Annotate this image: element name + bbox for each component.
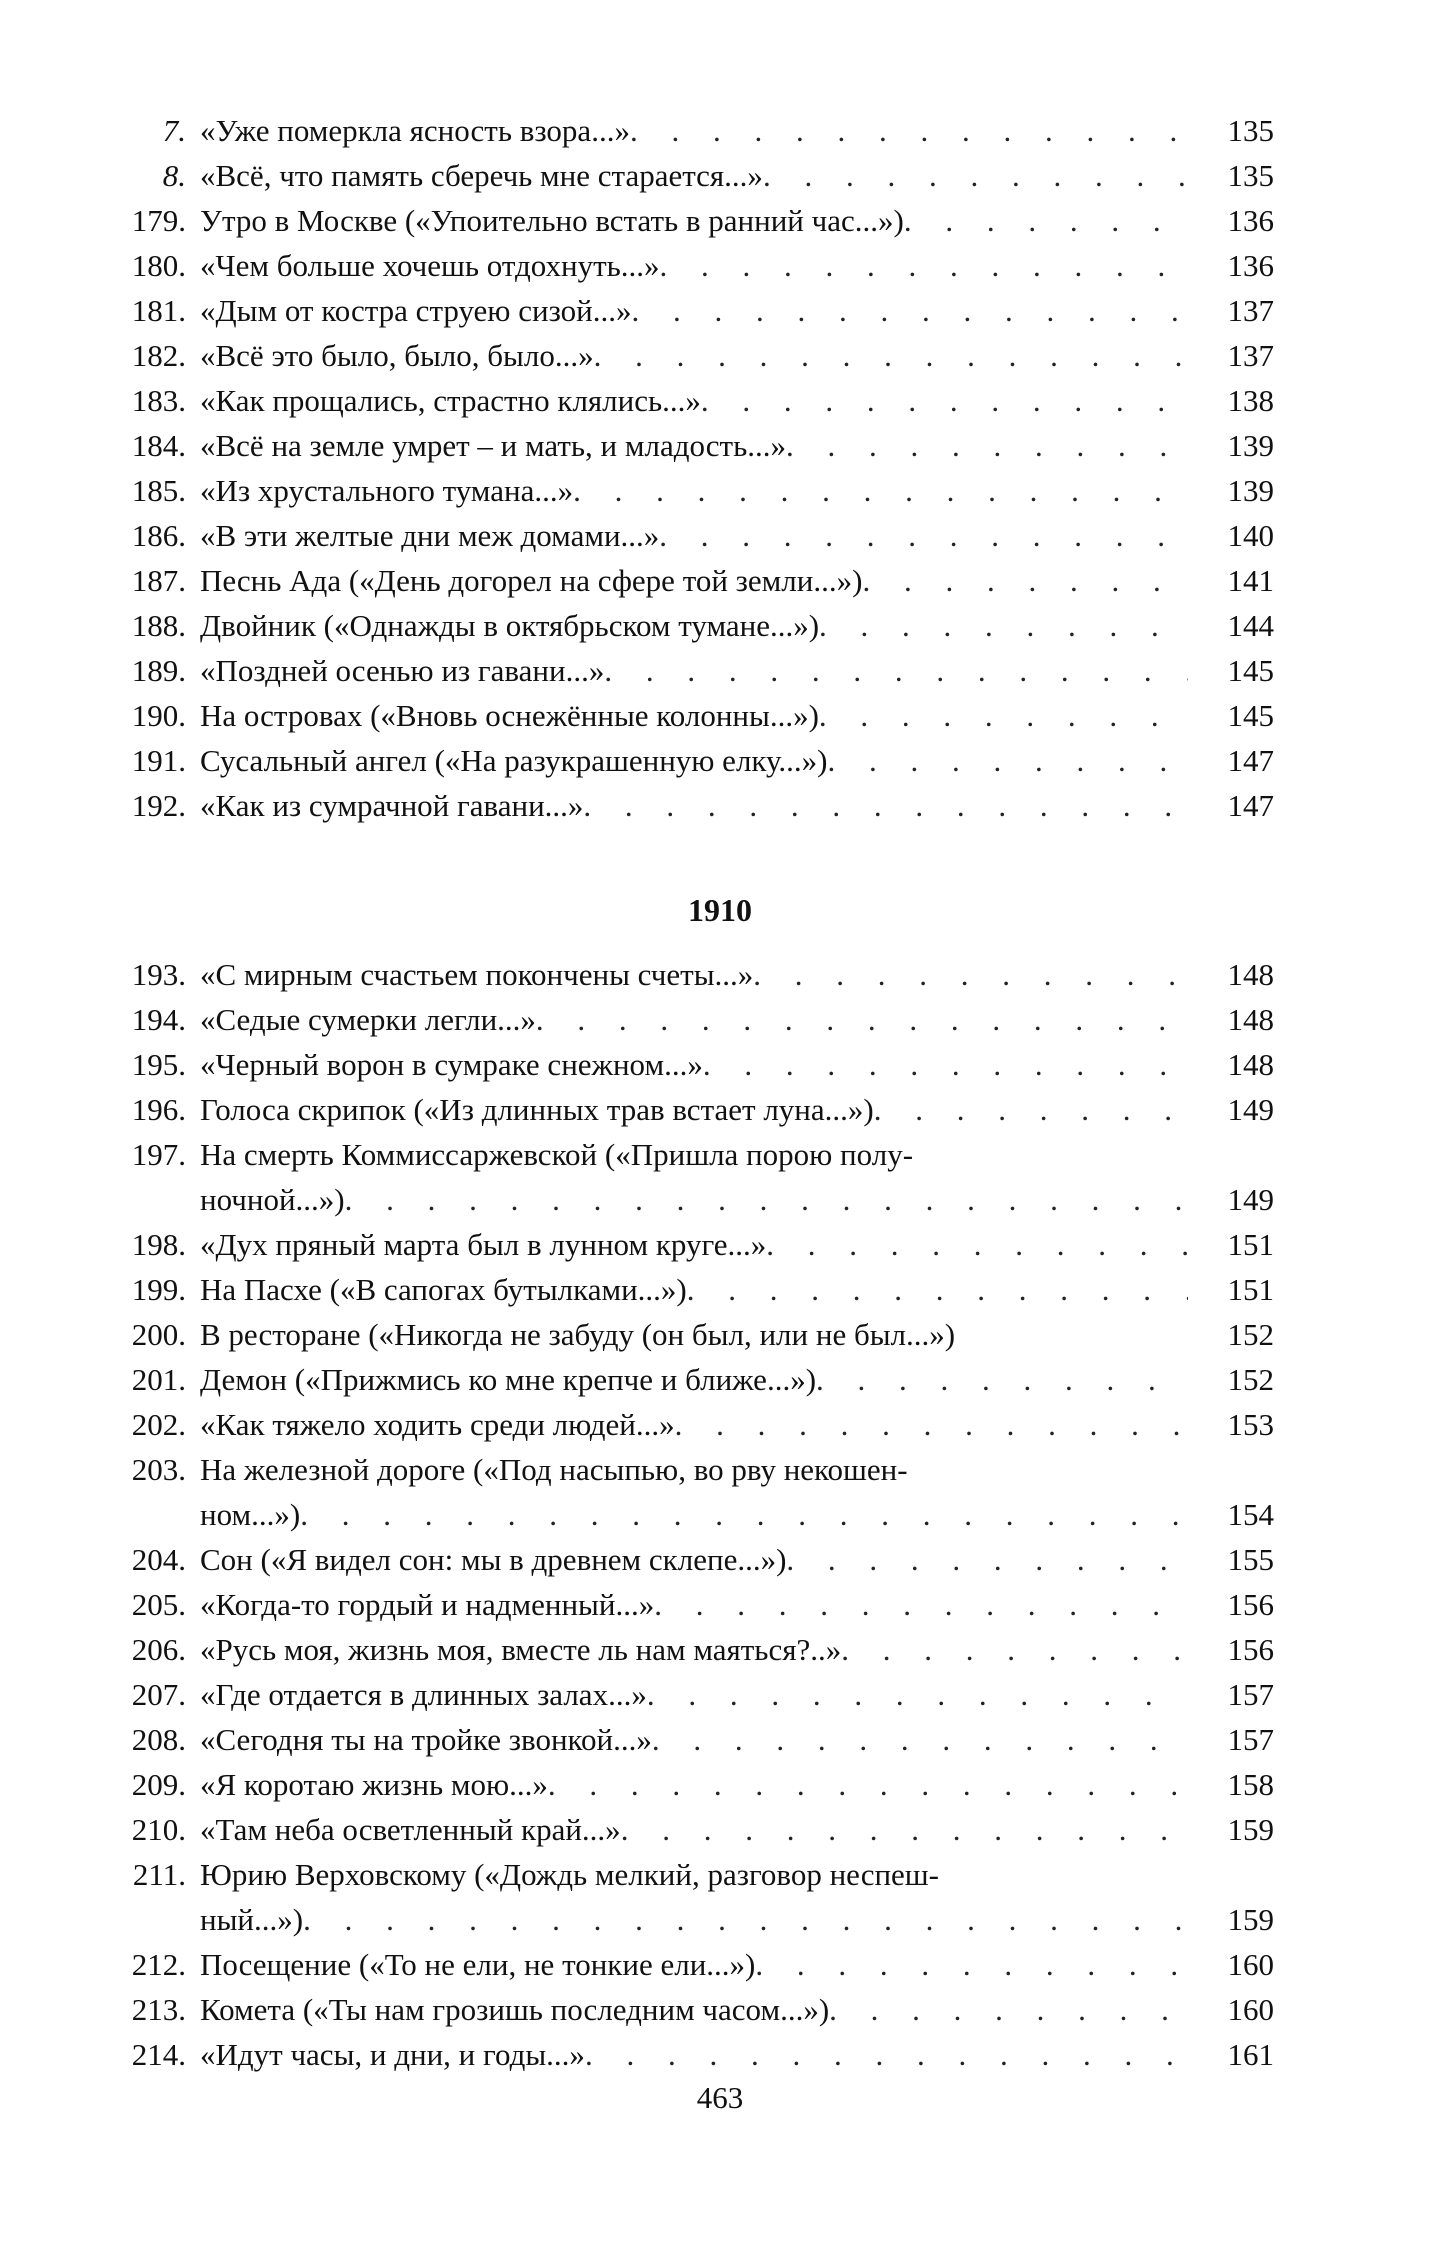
entry-number: 185. xyxy=(131,473,186,508)
entry-number: 202. xyxy=(131,1407,186,1442)
entry-title: «Сегодня ты на тройке звонкой...» xyxy=(200,1722,652,1757)
toc-entry xyxy=(0,1087,1440,1132)
toc-entry xyxy=(0,1267,1440,1312)
leader-dots xyxy=(819,693,1188,738)
entry-page: 139 xyxy=(1227,428,1274,463)
entry-title: «Где отдается в длинных залах...» xyxy=(200,1677,647,1712)
entry-page: 160 xyxy=(1227,1947,1274,1982)
entry-title: «Как прощались, страстно клялись...» xyxy=(200,383,701,418)
entry-number: 7. xyxy=(162,113,186,148)
toc-entry xyxy=(0,288,1440,333)
entry-number: 205. xyxy=(131,1587,186,1622)
entry-number: 201. xyxy=(131,1362,186,1397)
leader-dots xyxy=(573,468,1188,513)
entry-number: 8. xyxy=(162,158,186,193)
entry-number: 211. xyxy=(132,1857,186,1892)
entry-title: «Я коротаю жизнь мою...» xyxy=(200,1767,548,1802)
leader-dots xyxy=(594,333,1188,378)
toc-entry xyxy=(0,1582,1440,1627)
entry-page: 140 xyxy=(1227,518,1274,553)
toc-entry xyxy=(0,333,1440,378)
entry-title: «В эти желтые дни меж домами...» xyxy=(200,518,660,553)
entry-number: 196. xyxy=(131,1092,186,1127)
leader-dots xyxy=(753,952,1188,997)
leader-dots xyxy=(862,558,1188,603)
entry-number: 184. xyxy=(131,428,186,463)
leader-dots xyxy=(841,1627,1188,1672)
entry-page: 153 xyxy=(1227,1407,1274,1442)
entry-title: «Чем больше хочешь отдохнуть...» xyxy=(200,248,660,283)
entry-page: 148 xyxy=(1227,1047,1274,1082)
entry-page: 152 xyxy=(1227,1362,1274,1397)
entry-title: «Всё на земле умрет – и мать, и младость...» xyxy=(200,428,786,463)
entry-title: «Поздней осенью из гавани...» xyxy=(200,653,605,688)
toc-entry xyxy=(0,378,1440,423)
leader-dots xyxy=(675,1402,1188,1447)
leader-dots xyxy=(786,423,1188,468)
page-number: 463 xyxy=(696,2080,744,2115)
entry-title: Комета («Ты нам грозишь последним часом...») xyxy=(200,1992,830,2027)
toc-entry xyxy=(0,1402,1440,1447)
toc-entry xyxy=(0,648,1440,693)
entry-page: 156 xyxy=(1227,1632,1274,1667)
entry-page: 145 xyxy=(1227,698,1274,733)
entry-page: 138 xyxy=(1227,383,1274,418)
leader-dots xyxy=(585,2032,1188,2077)
entry-title: Голоса скрипок («Из длинных трав встает луна...») xyxy=(200,1092,874,1127)
entry-title: Демон («Прижмись ко мне крепче и ближе...») xyxy=(200,1362,817,1397)
toc-entry xyxy=(0,513,1440,558)
entry-number: 213. xyxy=(131,1992,186,2027)
entry-number: 209. xyxy=(131,1767,186,1802)
toc-entry xyxy=(0,1852,1440,1942)
entry-number: 199. xyxy=(131,1272,186,1307)
leader-dots xyxy=(621,1807,1188,1852)
entry-page: 136 xyxy=(1227,203,1274,238)
entry-page: 158 xyxy=(1227,1767,1274,1802)
toc-entry xyxy=(0,1987,1440,2032)
entry-title-line1: На железной дороге («Под насыпью, во рву некошен- xyxy=(200,1452,908,1487)
toc-entry xyxy=(0,1132,1440,1222)
toc-entry xyxy=(0,108,1440,153)
toc-entry xyxy=(0,423,1440,468)
toc-entry xyxy=(0,1537,1440,1582)
entry-page: 135 xyxy=(1227,113,1274,148)
entry-page: 157 xyxy=(1227,1677,1274,1712)
toc-entry-continuation xyxy=(0,1492,1440,1537)
entry-number: 183. xyxy=(131,383,186,418)
toc-entry xyxy=(0,1672,1440,1717)
entry-page: 151 xyxy=(1227,1272,1274,1307)
leader-dots xyxy=(766,1222,1188,1267)
entry-title: Песнь Ада («День догорел на сфере той земли...») xyxy=(200,563,863,598)
entry-page: 148 xyxy=(1227,1002,1274,1037)
entry-title: «Идут часы, и дни, и годы...» xyxy=(200,2037,585,2072)
leader-dots xyxy=(660,243,1188,288)
toc-entry xyxy=(0,997,1440,1042)
entry-title: «С мирным счастьем покончены счеты...» xyxy=(200,957,754,992)
leader-dots xyxy=(755,1942,1188,1987)
entry-number: 198. xyxy=(131,1227,186,1262)
entry-title: «Когда-то гордый и надменный...» xyxy=(200,1587,655,1622)
entry-number: 194. xyxy=(131,1002,186,1037)
leader-dots xyxy=(687,1267,1188,1312)
entry-page: 147 xyxy=(1227,788,1274,823)
entry-page: 156 xyxy=(1227,1587,1274,1622)
entry-number: 208. xyxy=(131,1722,186,1757)
entry-page: 139 xyxy=(1227,473,1274,508)
leader-dots xyxy=(659,513,1188,558)
contents-section-1 xyxy=(0,108,1440,828)
entry-number: 214. xyxy=(131,2037,186,2072)
leader-dots xyxy=(701,378,1188,423)
entry-page: 137 xyxy=(1227,293,1274,328)
toc-entry-continuation xyxy=(0,1897,1440,1942)
entry-title: «Всё это было, было, было...» xyxy=(200,338,594,373)
entry-number: 207. xyxy=(131,1677,186,1712)
entry-number: 200. xyxy=(131,1317,186,1352)
leader-dots xyxy=(829,1987,1188,2032)
toc-entry xyxy=(0,153,1440,198)
entry-page: 145 xyxy=(1227,653,1274,688)
toc-entry xyxy=(0,1042,1440,1087)
entry-page: 149 xyxy=(1227,1182,1274,1217)
toc-entry xyxy=(0,1807,1440,1852)
toc-entry xyxy=(0,603,1440,648)
entry-page: 135 xyxy=(1227,158,1274,193)
leader-dots xyxy=(536,997,1188,1042)
leader-dots xyxy=(874,1087,1188,1132)
entry-title: «Из хрустального тумана...» xyxy=(200,473,574,508)
entry-page: 155 xyxy=(1227,1542,1274,1577)
entry-title-line2: ном...») xyxy=(200,1497,301,1532)
entry-title: «Дым от костра струею сизой...» xyxy=(200,293,632,328)
toc-entry xyxy=(0,1942,1440,1987)
entry-number: 189. xyxy=(131,653,186,688)
entry-title: Сусальный ангел («На разукрашенную елку...») xyxy=(200,743,828,778)
toc-entry xyxy=(0,1357,1440,1402)
entry-number: 182. xyxy=(131,338,186,373)
leader-dots xyxy=(904,198,1188,243)
entry-number: 210. xyxy=(131,1812,186,1847)
entry-title: «Как из сумрачной гавани...» xyxy=(200,788,584,823)
entry-page: 151 xyxy=(1227,1227,1274,1262)
toc-entry xyxy=(0,243,1440,288)
entry-page: 154 xyxy=(1227,1497,1274,1532)
entry-page: 152 xyxy=(1227,1317,1274,1352)
toc-entry xyxy=(0,198,1440,243)
entry-title: «Русь моя, жизнь моя, вместе ль нам маяться?..» xyxy=(200,1632,842,1667)
entry-number: 181. xyxy=(131,293,186,328)
entry-number: 197. xyxy=(131,1137,186,1172)
toc-entry xyxy=(0,738,1440,783)
entry-title: «Всё, что память сберечь мне старается...» xyxy=(200,158,763,193)
entry-title-line2: ный...») xyxy=(200,1902,304,1937)
toc-entry-first-line xyxy=(0,1852,1440,1897)
entry-number: 204. xyxy=(131,1542,186,1577)
entry-title-line1: На смерть Коммиссаржевской («Пришла порою полу- xyxy=(200,1137,914,1172)
entry-title: На островах («Вновь оснежённые колонны...») xyxy=(200,698,819,733)
entry-number: 191. xyxy=(131,743,186,778)
leader-dots xyxy=(300,1492,1188,1537)
entry-title-line1: Юрию Верховскому («Дождь мелкий, разговор неспеш- xyxy=(200,1857,940,1892)
toc-entry xyxy=(0,1762,1440,1807)
toc-entry xyxy=(0,952,1440,997)
entry-number: 212. xyxy=(131,1947,186,1982)
entry-title: «Там неба осветленный край...» xyxy=(200,1812,621,1847)
entry-page: 160 xyxy=(1227,1992,1274,2027)
entry-page: 159 xyxy=(1227,1812,1274,1847)
entry-title: «Уже померкла ясность взора...» xyxy=(200,113,630,148)
entry-number: 206. xyxy=(131,1632,186,1667)
entry-title: Двойник («Однажды в октябрьском тумане...») xyxy=(200,608,820,643)
entry-page: 136 xyxy=(1227,248,1274,283)
toc-entry xyxy=(0,468,1440,513)
entry-number: 180. xyxy=(131,248,186,283)
entry-title: В ресторане («Никогда не забуду (он был, или не был...») xyxy=(200,1317,956,1352)
entry-page: 144 xyxy=(1227,608,1274,643)
leader-dots xyxy=(345,1177,1188,1222)
leader-dots xyxy=(816,1357,1188,1402)
entry-number: 186. xyxy=(131,518,186,553)
entry-number: 193. xyxy=(131,957,186,992)
entry-title: «Седые сумерки легли...» xyxy=(200,1002,536,1037)
toc-entry xyxy=(0,1312,1440,1357)
entry-title: Утро в Москве («Упоительно встать в ранний час...») xyxy=(200,203,904,238)
entry-title: «Как тяжело ходить среди людей...» xyxy=(200,1407,675,1442)
entry-page: 159 xyxy=(1227,1902,1274,1937)
entry-page: 157 xyxy=(1227,1722,1274,1757)
toc-entry xyxy=(0,693,1440,738)
leader-dots xyxy=(703,1042,1188,1087)
entry-number: 188. xyxy=(131,608,186,643)
entry-number: 195. xyxy=(131,1047,186,1082)
toc-entry xyxy=(0,1717,1440,1762)
toc-entry xyxy=(0,2032,1440,2077)
leader-dots xyxy=(647,1672,1188,1717)
leader-dots xyxy=(819,603,1188,648)
leader-dots xyxy=(631,288,1188,333)
entry-number: 192. xyxy=(131,788,186,823)
leader-dots xyxy=(763,153,1188,198)
entry-title: Сон («Я видел сон: мы в древнем склепе...») xyxy=(200,1542,787,1577)
entry-number: 203. xyxy=(131,1452,186,1487)
leader-dots xyxy=(548,1762,1188,1807)
toc-entry xyxy=(0,558,1440,603)
leader-dots xyxy=(828,738,1188,783)
leader-dots xyxy=(652,1717,1188,1762)
leader-dots xyxy=(630,108,1188,153)
leader-dots xyxy=(583,783,1188,828)
toc-entry-first-line xyxy=(0,1132,1440,1177)
contents-section-2 xyxy=(0,952,1440,2077)
entry-page: 137 xyxy=(1227,338,1274,373)
entry-page: 141 xyxy=(1227,563,1274,598)
entry-page: 147 xyxy=(1227,743,1274,778)
leader-dots xyxy=(654,1582,1188,1627)
leader-dots xyxy=(303,1897,1188,1942)
leader-dots xyxy=(786,1537,1188,1582)
year-heading: 1910 xyxy=(688,892,752,928)
toc-entry xyxy=(0,1627,1440,1672)
leader-dots xyxy=(604,648,1188,693)
entry-page: 149 xyxy=(1227,1092,1274,1127)
toc-entry-continuation xyxy=(0,1177,1440,1222)
toc-entry xyxy=(0,1222,1440,1267)
entry-title: На Пасхе («В сапогах бутылками...») xyxy=(200,1272,687,1307)
entry-number: 187. xyxy=(131,563,186,598)
entry-title: «Черный ворон в сумраке снежном...» xyxy=(200,1047,703,1082)
entry-page: 148 xyxy=(1227,957,1274,992)
entry-page: 161 xyxy=(1227,2037,1274,2072)
toc-entry xyxy=(0,783,1440,828)
entry-number: 190. xyxy=(131,698,186,733)
toc-entry-first-line xyxy=(0,1447,1440,1492)
toc-entry xyxy=(0,1447,1440,1537)
entry-title: «Дух пряный марта был в лунном круге...» xyxy=(200,1227,767,1262)
entry-title: Посещение («То не ели, не тонкие ели...») xyxy=(200,1947,756,1982)
entry-number: 179. xyxy=(131,203,186,238)
entry-title-line2: ночной...») xyxy=(200,1182,345,1217)
